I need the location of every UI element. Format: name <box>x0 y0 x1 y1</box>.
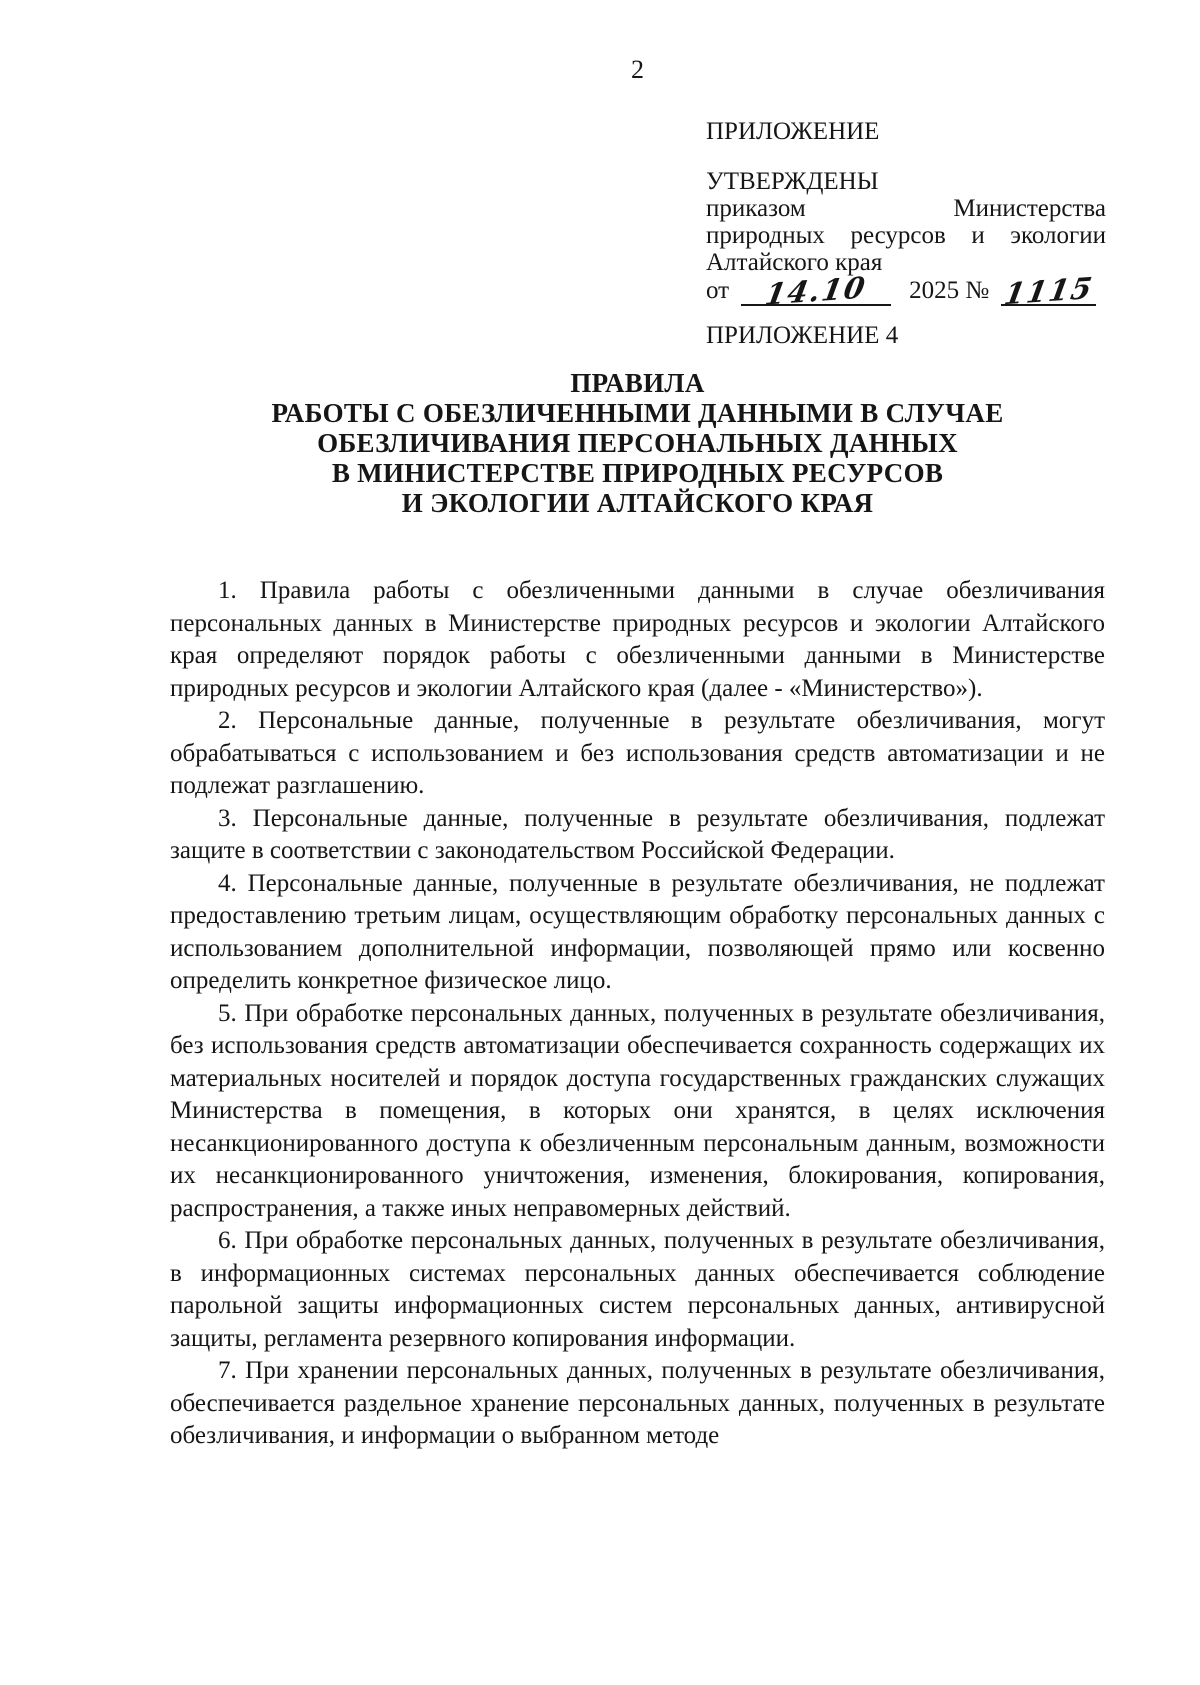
approved-block <box>706 168 1106 312</box>
paragraph-1: 1. Правила работы с обезличенными данными в случае обезличивания персональных данных в Министерстве природных ресурсов и экологии Алтайского края определяют порядок работы с обезличенными данными в Министерстве природных ресурсов и экологии Алтайского края (далее - «Министерство»). <box>170 577 1105 702</box>
title-line: В МИНИСТЕРСТВЕ ПРИРОДНЫХ РЕСУРСОВ <box>331 458 944 488</box>
document-body <box>170 575 1105 1453</box>
title-line: ОБЕЗЛИЧИВАНИЯ ПЕРСОНАЛЬНЫХ ДАННЫХ <box>317 428 958 458</box>
approval-header-block <box>706 118 1106 312</box>
year-number-label: 2025 № <box>909 277 990 304</box>
paragraph-6: 6. При обработке персональных данных, полученных в результате обезличивания, в информационных системах персональных данных обеспечивается соблюдение парольной защиты информационных систем персональных данных, антивирусной защиты, регламента резервного копирования информации. <box>170 1227 1105 1352</box>
title-line: И ЭКОЛОГИИ АЛТАЙСКОГО КРАЯ <box>401 488 874 518</box>
number-blank-line <box>1001 270 1097 312</box>
appendix-number-label: ПРИЛОЖЕНИЕ 4 <box>706 322 899 349</box>
approved-org-word: Министерства <box>953 195 1106 222</box>
approved-org-line2: Алтайского края <box>706 249 883 276</box>
title-line: РАБОТЫ С ОБЕЗЛИЧЕННЫМИ ДАННЫМИ В СЛУЧАЕ <box>271 398 1004 428</box>
order-date-row <box>706 270 1106 312</box>
paragraph-2: 2. Персональные данные, полученные в результате обезличивания, могут обрабатываться с использованием и без использования средств автоматизации и не подлежат разглашению. <box>170 707 1105 799</box>
approved-by-word: приказом <box>706 195 806 222</box>
paragraph-5: 5. При обработке персональных данных, полученных в результате обезличивания, без использования средств автоматизации обеспечивается сохранность содержащих их материальных носителей и порядок доступа государственных гражданских служащих Министерства в помещения, в которых они хранятся, в целях исключения несанкционированного доступа к обезличенным персональным данным, возможности их несанкционированного уничтожения, изменения, блокирования, копирования, распространения, а также иных неправомерных действий. <box>170 999 1105 1222</box>
paragraph-4: 4. Персональные данные, полученные в результате обезличивания, не подлежат предоставлению третьим лицам, осуществляющим обработку персональных данных с использованием дополнительной информации, позволяющей прямо или косвенно определить конкретное физическое лицо. <box>170 869 1105 994</box>
title-line: ПРАВИЛА <box>570 368 705 398</box>
paragraph-3: 3. Персональные данные, полученные в результате обезличивания, подлежат защите в соответствии с законодательством Российской Федерации. <box>170 804 1105 864</box>
approved-heading: УТВЕРЖДЕНЫ <box>706 168 879 195</box>
page-number: 2 <box>631 55 644 84</box>
approved-org-line1: природных ресурсов и экологии <box>706 222 1106 249</box>
handwritten-date: 14.10 <box>762 270 870 312</box>
date-prefix-label: от <box>706 277 730 304</box>
document-title <box>170 368 1105 518</box>
approved-by-row <box>706 195 1106 222</box>
paragraph-7: 7. При хранении персональных данных, полученных в результате обезличивания, обеспечивается раздельное хранение персональных данных, полученных в результате обезличивания, и информации о выбранном методе <box>170 1357 1105 1449</box>
handwritten-number: 1115 <box>1001 270 1097 312</box>
date-blank-line <box>741 270 891 312</box>
appendix-label: ПРИЛОЖЕНИЕ <box>706 118 880 145</box>
